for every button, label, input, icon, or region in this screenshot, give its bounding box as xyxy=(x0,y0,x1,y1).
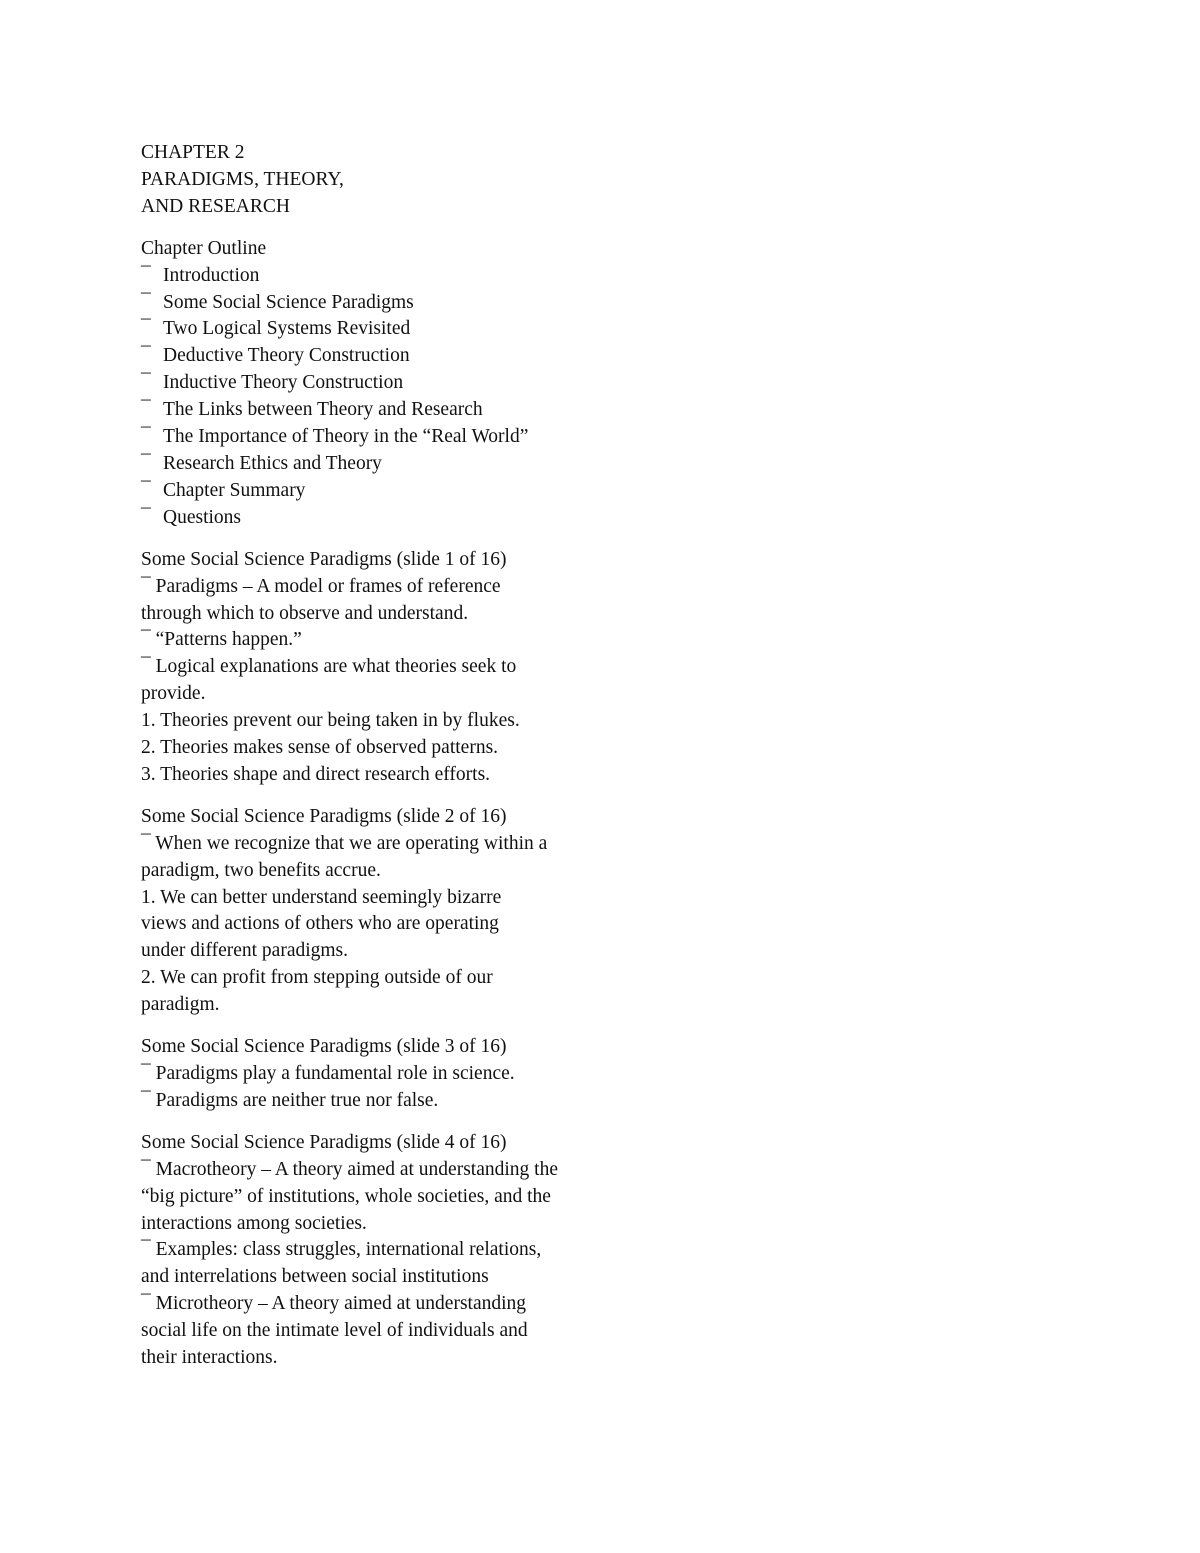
chapter-number: CHAPTER 2 xyxy=(141,142,245,163)
chapter-title-line-1: PARADIGMS, THEORY, xyxy=(141,168,344,190)
slide-heading: Some Social Science Paradigms (slide 2 of 16) xyxy=(141,805,507,827)
slide-line: their interactions. xyxy=(141,1347,278,1369)
bullet-mark: ¯ xyxy=(141,506,151,528)
slide-line: ¯ Paradigms are neither true nor false. xyxy=(141,1089,439,1111)
document-page xyxy=(141,140,661,1372)
slide-line: under different paradigms. xyxy=(141,940,349,962)
slide-line: ¯ Paradigms – A model or frames of reference xyxy=(141,575,501,597)
outline-heading: Chapter Outline xyxy=(141,237,267,259)
slide-line: 3. Theories shape and direct research efforts. xyxy=(141,763,491,785)
bullet-mark: ¯ xyxy=(141,291,151,313)
outline-item: ¯ Chapter Summary xyxy=(141,478,661,505)
chapter-outline xyxy=(141,236,661,532)
slide-line: 2. Theories makes sense of observed patterns. xyxy=(141,737,499,759)
section-gap xyxy=(141,1019,661,1034)
outline-item: ¯ Inductive Theory Construction xyxy=(141,370,661,397)
bullet-mark: ¯ xyxy=(141,426,151,448)
slide-line: 1. We can better understand seemingly bizarre xyxy=(141,886,502,908)
slide-line: “big picture” of institutions, whole societies, and the xyxy=(141,1185,551,1207)
section-gap xyxy=(141,532,661,547)
slide-section-1 xyxy=(141,547,661,789)
slide-line: ¯ Paradigms play a fundamental role in science. xyxy=(141,1063,515,1084)
slide-line: paradigm. xyxy=(141,994,220,1016)
chapter-title xyxy=(141,140,661,221)
bullet-mark: ¯ xyxy=(141,318,151,340)
outline-item: ¯ The Links between Theory and Research xyxy=(141,397,661,424)
outline-item: ¯ Two Logical Systems Revisited xyxy=(141,316,661,343)
slide-section-3 xyxy=(141,1034,661,1115)
bullet-mark: ¯ xyxy=(141,264,151,286)
bullet-mark: ¯ xyxy=(141,372,151,394)
slide-line: ¯ Microtheory – A theory aimed at understanding xyxy=(141,1293,527,1315)
bullet-mark: ¯ xyxy=(141,345,151,367)
slide-heading: Some Social Science Paradigms (slide 3 of 16) xyxy=(141,1036,507,1058)
slide-line: ¯ Examples: class struggles, international relations, xyxy=(141,1239,542,1261)
section-gap xyxy=(141,221,661,236)
slide-heading: Some Social Science Paradigms (slide 4 of 16) xyxy=(141,1131,507,1153)
slide-line: and interrelations between social institutions xyxy=(141,1266,489,1288)
outline-item: ¯ Research Ethics and Theory xyxy=(141,451,661,478)
slide-line: 1. Theories prevent our being taken in by flukes. xyxy=(141,710,520,732)
section-gap xyxy=(141,789,661,804)
slide-line: provide. xyxy=(141,683,206,705)
slide-section-2 xyxy=(141,804,661,1019)
slide-line: 2. We can profit from stepping outside of our xyxy=(141,967,493,989)
slide-line: ¯ When we recognize that we are operating within a xyxy=(141,832,548,854)
bullet-mark: ¯ xyxy=(141,399,151,421)
slide-line: ¯ Macrotheory – A theory aimed at understanding the xyxy=(141,1158,558,1180)
chapter-title-line-2: AND RESEARCH xyxy=(141,195,290,217)
slide-line: social life on the intimate level of individuals and xyxy=(141,1320,528,1342)
outline-item: ¯ Some Social Science Paradigms xyxy=(141,290,661,317)
slide-section-4 xyxy=(141,1130,661,1372)
slide-line: ¯ Logical explanations are what theories seek to xyxy=(141,656,517,678)
bullet-mark: ¯ xyxy=(141,479,151,501)
slide-heading: Some Social Science Paradigms (slide 1 of 16) xyxy=(141,548,507,570)
slide-line: paradigm, two benefits accrue. xyxy=(141,859,381,881)
slide-line: interactions among societies. xyxy=(141,1212,367,1234)
outline-list xyxy=(141,263,661,532)
bullet-mark: ¯ xyxy=(141,452,151,474)
slide-line: through which to observe and understand. xyxy=(141,602,469,624)
section-gap xyxy=(141,1115,661,1130)
outline-item: ¯ Deductive Theory Construction xyxy=(141,343,661,370)
outline-item: ¯ Introduction xyxy=(141,263,661,290)
outline-item: ¯ Questions xyxy=(141,505,661,532)
slide-line: views and actions of others who are operating xyxy=(141,913,499,935)
slide-line: ¯ “Patterns happen.” xyxy=(141,629,302,651)
outline-item: ¯ The Importance of Theory in the “Real World” xyxy=(141,424,661,451)
